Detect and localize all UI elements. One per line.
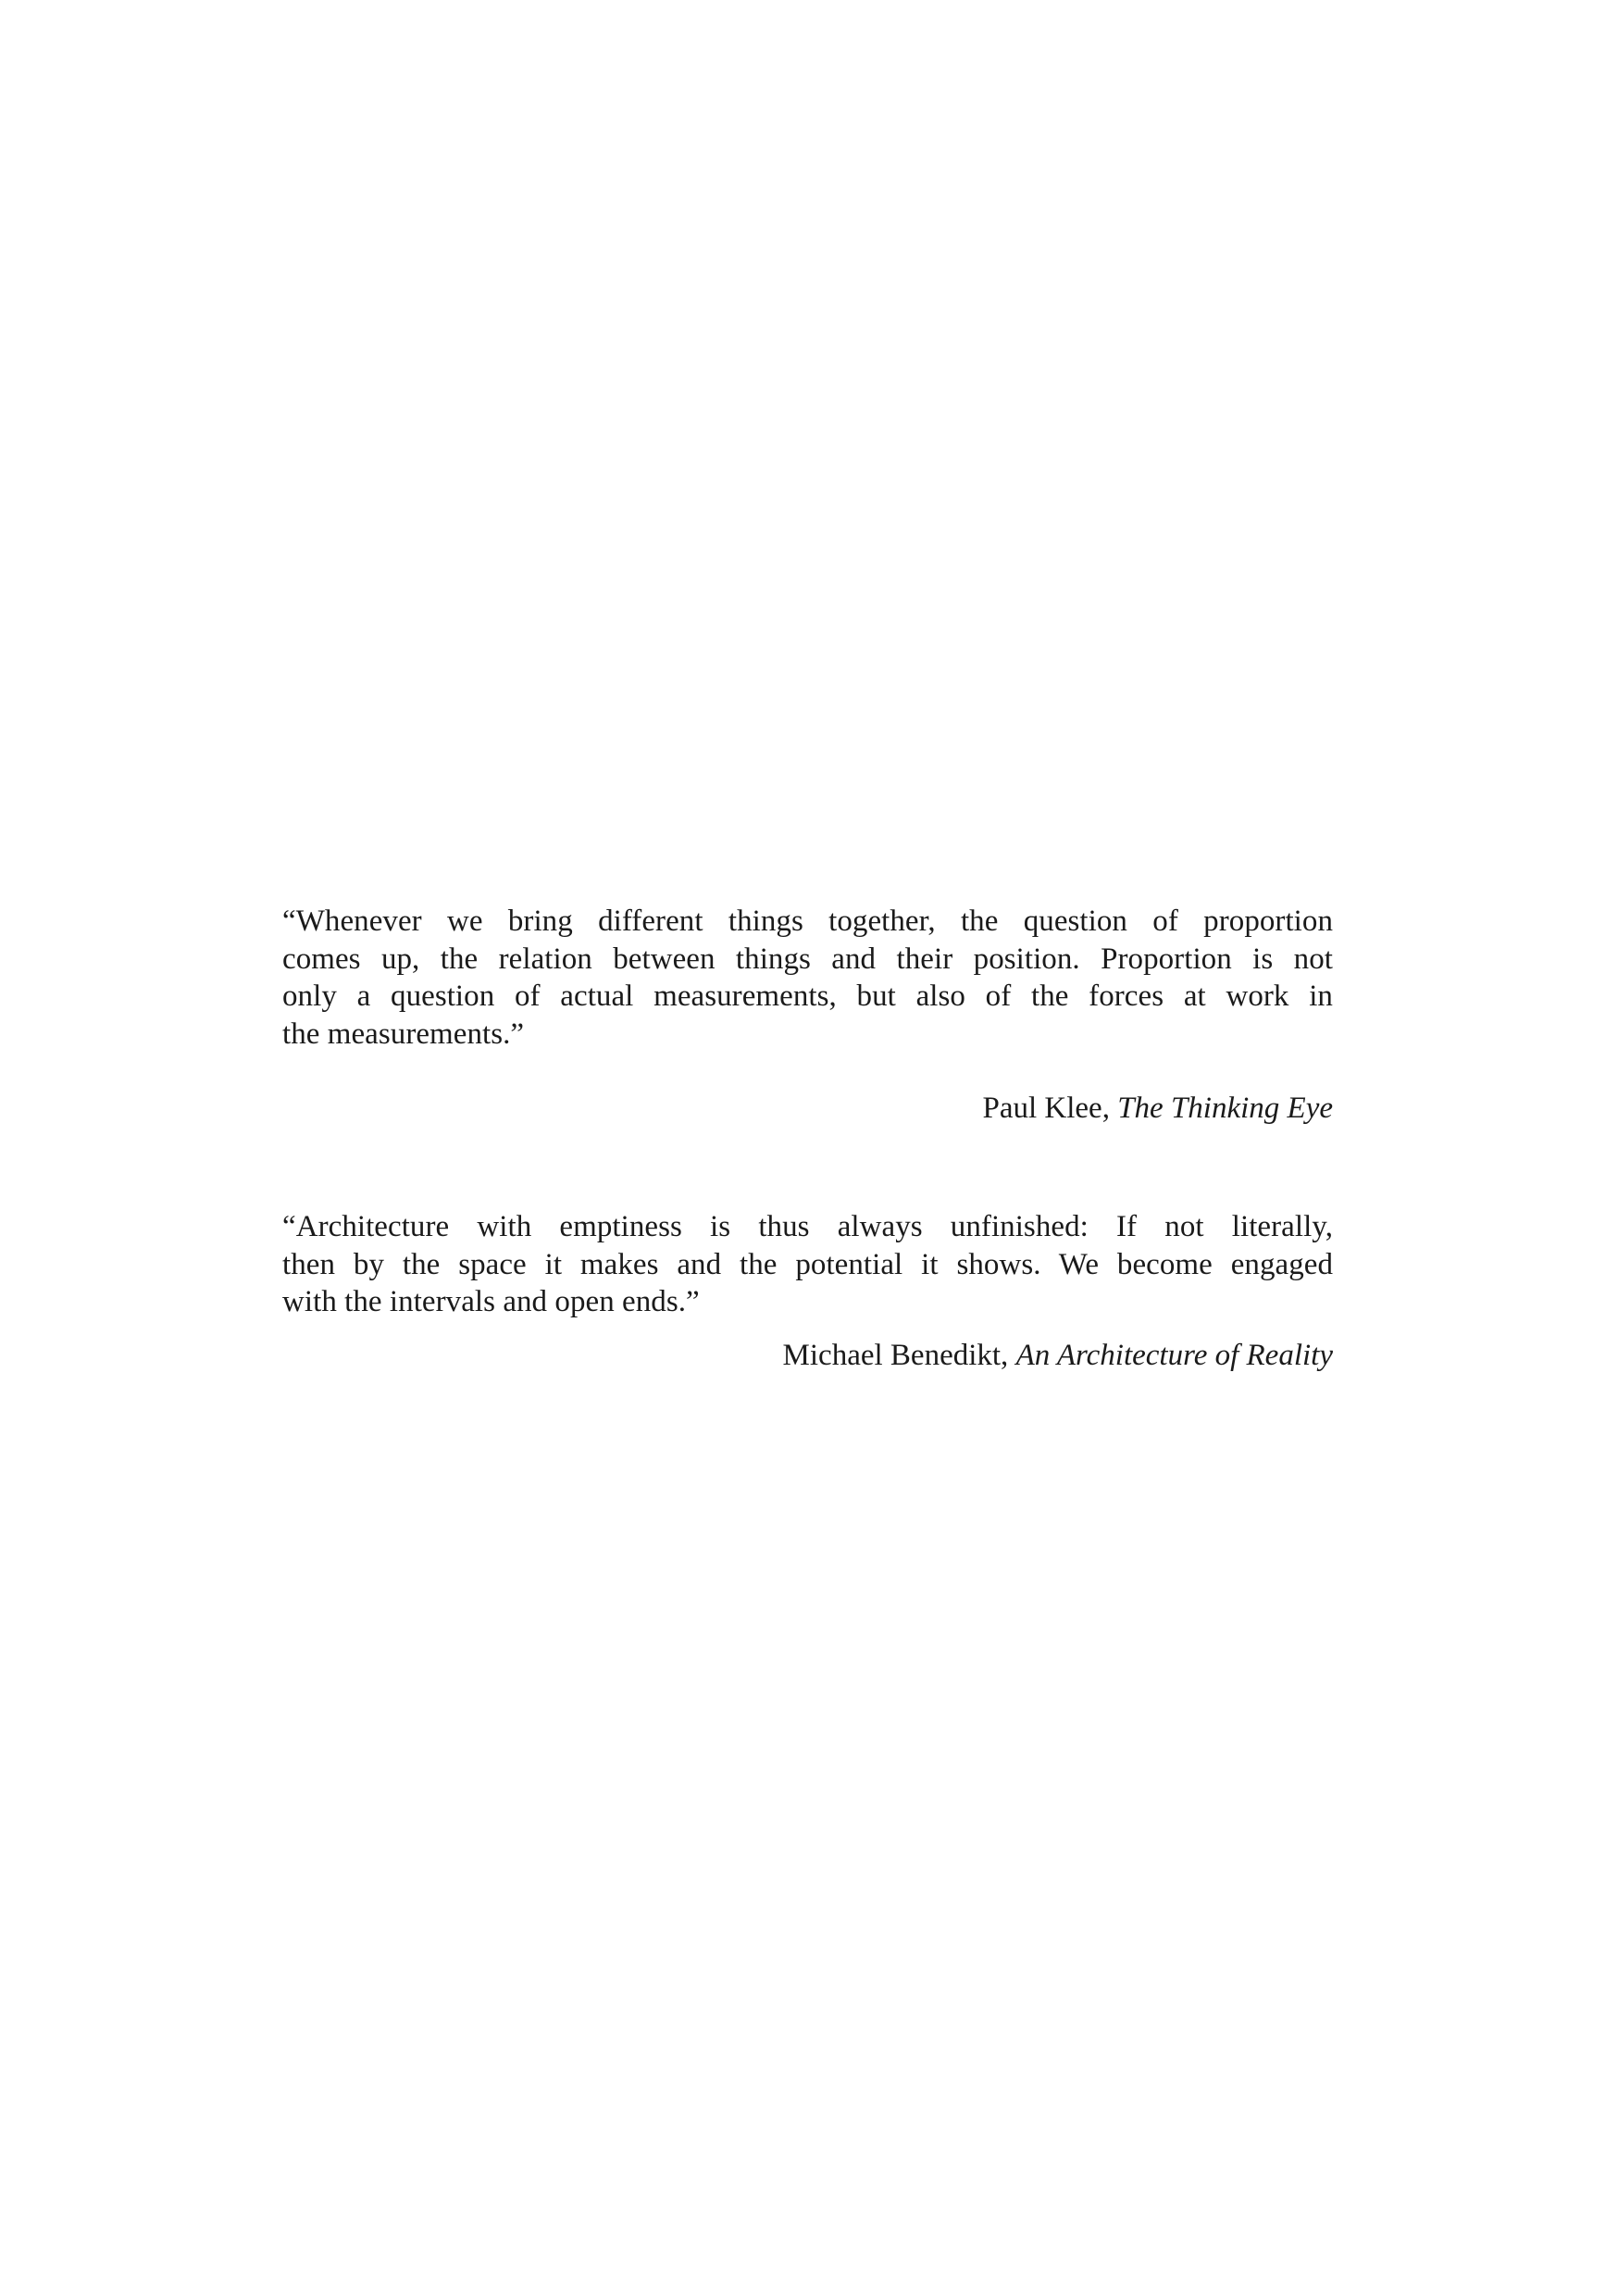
- quote-line: the measurements.”: [282, 1017, 525, 1051]
- quote-line: “Architecture with emptiness is thus always unfinished: If not literally,: [282, 1210, 1333, 1243]
- quote-line: with the intervals and open ends.”: [282, 1285, 700, 1318]
- quote-line: comes up, the relation between things and their position. Proportion is not: [282, 942, 1333, 976]
- quote-text: [282, 903, 1333, 1053]
- quote-text: [282, 1208, 1333, 1321]
- attribution-author: Michael Benedikt,: [782, 1338, 1009, 1372]
- quote-line: only a question of actual measurements, but also of the forces at work in: [282, 980, 1333, 1013]
- attribution-work-title: The Thinking Eye: [1117, 1092, 1333, 1125]
- quote-block-klee: [282, 903, 1333, 1127]
- quote-attribution: [282, 1337, 1333, 1374]
- quote-block-benedikt: [282, 1208, 1333, 1374]
- attribution-work-title: An Architecture of Reality: [1015, 1338, 1333, 1372]
- quote-line: then by the space it makes and the potential it shows. We become engaged: [282, 1247, 1333, 1281]
- attribution-author: Paul Klee,: [982, 1092, 1110, 1125]
- quote-attribution: [282, 1090, 1333, 1127]
- quote-line: “Whenever we bring different things together, the question of proportion: [282, 905, 1333, 938]
